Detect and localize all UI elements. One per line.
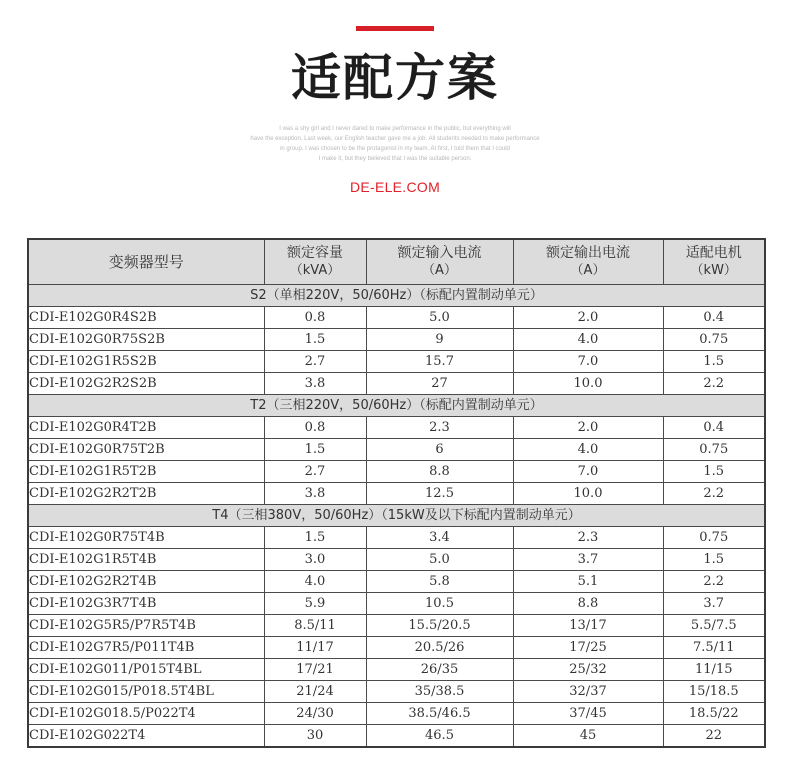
cell-model: CDI-E102G011/P015T4BL — [28, 659, 264, 681]
group-label: T4（三相380V，50/60Hz）（15kW及以下标配内置制动单元） — [28, 505, 765, 527]
header-motor — [663, 239, 765, 285]
cell-output-current: 17/25 — [513, 637, 663, 659]
cell-output-current: 2.3 — [513, 527, 663, 549]
cell-motor: 0.75 — [663, 329, 765, 351]
cell-output-current: 13/17 — [513, 615, 663, 637]
cell-motor: 7.5/11 — [663, 637, 765, 659]
cell-output-current: 4.0 — [513, 439, 663, 461]
table-row — [28, 725, 765, 748]
header-capacity-label: 额定容量 — [287, 245, 343, 261]
cell-output-current: 8.8 — [513, 593, 663, 615]
header-capacity — [264, 239, 366, 285]
table-row — [28, 615, 765, 637]
cell-input-current: 6 — [366, 439, 513, 461]
cell-capacity: 0.8 — [264, 417, 366, 439]
group-header-row — [28, 395, 765, 417]
cell-model: CDI-E102G2R2T2B — [28, 483, 264, 505]
cell-output-current: 37/45 — [513, 703, 663, 725]
header-model-label: 变频器型号 — [108, 252, 184, 271]
cell-model: CDI-E102G0R4S2B — [28, 307, 264, 329]
header-output-current — [513, 239, 663, 285]
cell-input-current: 5.0 — [366, 549, 513, 571]
table-row — [28, 329, 765, 351]
table-row — [28, 461, 765, 483]
table-row — [28, 659, 765, 681]
table-row — [28, 307, 765, 329]
title-accent-bar — [356, 26, 434, 31]
table-row — [28, 571, 765, 593]
brand-link[interactable]: DE-ELE.COM — [349, 179, 441, 195]
cell-motor: 0.4 — [663, 307, 765, 329]
table-row — [28, 527, 765, 549]
cell-capacity: 1.5 — [264, 329, 366, 351]
cell-motor: 2.2 — [663, 483, 765, 505]
group-header-row — [28, 285, 765, 307]
cell-motor: 1.5 — [663, 549, 765, 571]
cell-output-current: 10.0 — [513, 373, 663, 395]
table-row — [28, 637, 765, 659]
cell-capacity: 0.8 — [264, 307, 366, 329]
table-row — [28, 373, 765, 395]
cell-input-current: 26/35 — [366, 659, 513, 681]
header-output-current-label: 额定输出电流 — [546, 245, 630, 261]
cell-model: CDI-E102G1R5T4B — [28, 549, 264, 571]
cell-model: CDI-E102G022T4 — [28, 725, 264, 748]
cell-motor: 15/18.5 — [663, 681, 765, 703]
cell-capacity: 8.5/11 — [264, 615, 366, 637]
table-header-row — [28, 239, 765, 285]
cell-model: CDI-E102G0R75T4B — [28, 527, 264, 549]
cell-motor: 1.5 — [663, 351, 765, 373]
page-title: 适配方案 — [291, 49, 499, 107]
cell-output-current: 32/37 — [513, 681, 663, 703]
cell-output-current: 2.0 — [513, 417, 663, 439]
header-motor-label: 适配电机 — [685, 245, 742, 261]
cell-model: CDI-E102G5R5/P7R5T4B — [28, 615, 264, 637]
cell-capacity: 5.9 — [264, 593, 366, 615]
cell-output-current: 7.0 — [513, 351, 663, 373]
cell-output-current: 4.0 — [513, 329, 663, 351]
cell-capacity: 2.7 — [264, 461, 366, 483]
table-row — [28, 681, 765, 703]
cell-input-current: 9 — [366, 329, 513, 351]
cell-motor: 1.5 — [663, 461, 765, 483]
table-row — [28, 593, 765, 615]
cell-capacity: 17/21 — [264, 659, 366, 681]
cell-output-current: 7.0 — [513, 461, 663, 483]
cell-output-current: 45 — [513, 725, 663, 748]
table-row — [28, 439, 765, 461]
cell-output-current: 3.7 — [513, 549, 663, 571]
cell-model: CDI-E102G7R5/P011T4B — [28, 637, 264, 659]
cell-input-current: 15.5/20.5 — [366, 615, 513, 637]
cell-model: CDI-E102G2R2S2B — [28, 373, 264, 395]
cell-model: CDI-E102G015/P018.5T4BL — [28, 681, 264, 703]
cell-input-current: 38.5/46.5 — [366, 703, 513, 725]
cell-model: CDI-E102G0R4T2B — [28, 417, 264, 439]
cell-motor: 2.2 — [663, 373, 765, 395]
cell-input-current: 27 — [366, 373, 513, 395]
cell-capacity: 4.0 — [264, 571, 366, 593]
cell-output-current: 10.0 — [513, 483, 663, 505]
cell-input-current: 15.7 — [366, 351, 513, 373]
cell-capacity: 2.7 — [264, 351, 366, 373]
cell-input-current: 8.8 — [366, 461, 513, 483]
cell-input-current: 12.5 — [366, 483, 513, 505]
cell-input-current: 3.4 — [366, 527, 513, 549]
fine-print-line: I make it, but they believed that I was the suitable person. — [318, 156, 472, 162]
cell-motor: 22 — [663, 725, 765, 748]
cell-input-current: 20.5/26 — [366, 637, 513, 659]
table-row — [28, 549, 765, 571]
cell-motor: 18.5/22 — [663, 703, 765, 725]
cell-motor: 11/15 — [663, 659, 765, 681]
cell-motor: 2.2 — [663, 571, 765, 593]
cell-motor: 0.75 — [663, 527, 765, 549]
cell-model: CDI-E102G1R5S2B — [28, 351, 264, 373]
cell-motor: 0.4 — [663, 417, 765, 439]
cell-model: CDI-E102G0R75S2B — [28, 329, 264, 351]
cell-motor: 0.75 — [663, 439, 765, 461]
table-row — [28, 703, 765, 725]
header-capacity-unit: （kVA） — [289, 263, 341, 278]
fine-print-line: have the exception. Last week, our English teacher gave me a job. All students needed to make performance — [250, 136, 540, 142]
group-header-row — [28, 505, 765, 527]
cell-model: CDI-E102G1R5T2B — [28, 461, 264, 483]
header-input-current-label: 额定输入电流 — [397, 245, 482, 261]
header-motor-unit: （kW） — [690, 263, 737, 278]
cell-output-current: 5.1 — [513, 571, 663, 593]
cell-input-current: 35/38.5 — [366, 681, 513, 703]
cell-model: CDI-E102G2R2T4B — [28, 571, 264, 593]
cell-output-current: 25/32 — [513, 659, 663, 681]
table-row — [28, 351, 765, 373]
cell-capacity: 30 — [264, 725, 366, 748]
group-label: T2（三相220V，50/60Hz）（标配内置制动单元） — [28, 395, 765, 417]
cell-model: CDI-E102G018.5/P022T4 — [28, 703, 264, 725]
spec-table-body — [28, 285, 765, 748]
header-output-current-unit: （A） — [570, 263, 606, 278]
cell-output-current: 2.0 — [513, 307, 663, 329]
cell-model: CDI-E102G0R75T2B — [28, 439, 264, 461]
fine-print-line: in group. I was chosen to be the protagonist in my team. At first, I told them that I could — [280, 146, 510, 152]
cell-capacity: 24/30 — [264, 703, 366, 725]
cell-input-current: 46.5 — [366, 725, 513, 748]
cell-capacity: 3.0 — [264, 549, 366, 571]
fine-print-line: I was a shy girl and I never dared to make performance in the public, but everything will — [279, 126, 511, 132]
cell-capacity: 21/24 — [264, 681, 366, 703]
group-label: S2（单相220V，50/60Hz）（标配内置制动单元） — [28, 285, 765, 307]
cell-model: CDI-E102G3R7T4B — [28, 593, 264, 615]
cell-capacity: 1.5 — [264, 527, 366, 549]
cell-capacity: 3.8 — [264, 483, 366, 505]
cell-input-current: 5.8 — [366, 571, 513, 593]
cell-input-current: 5.0 — [366, 307, 513, 329]
cell-motor: 5.5/7.5 — [663, 615, 765, 637]
table-row — [28, 417, 765, 439]
cell-input-current: 10.5 — [366, 593, 513, 615]
cell-input-current: 2.3 — [366, 417, 513, 439]
decorative-fine-print — [195, 124, 595, 164]
header-input-current-unit: （A） — [422, 263, 457, 278]
cell-capacity: 1.5 — [264, 439, 366, 461]
header-input-current — [366, 239, 513, 285]
spec-table — [27, 238, 766, 748]
cell-capacity: 11/17 — [264, 637, 366, 659]
header-model — [28, 239, 264, 285]
cell-motor: 3.7 — [663, 593, 765, 615]
table-row — [28, 483, 765, 505]
cell-capacity: 3.8 — [264, 373, 366, 395]
